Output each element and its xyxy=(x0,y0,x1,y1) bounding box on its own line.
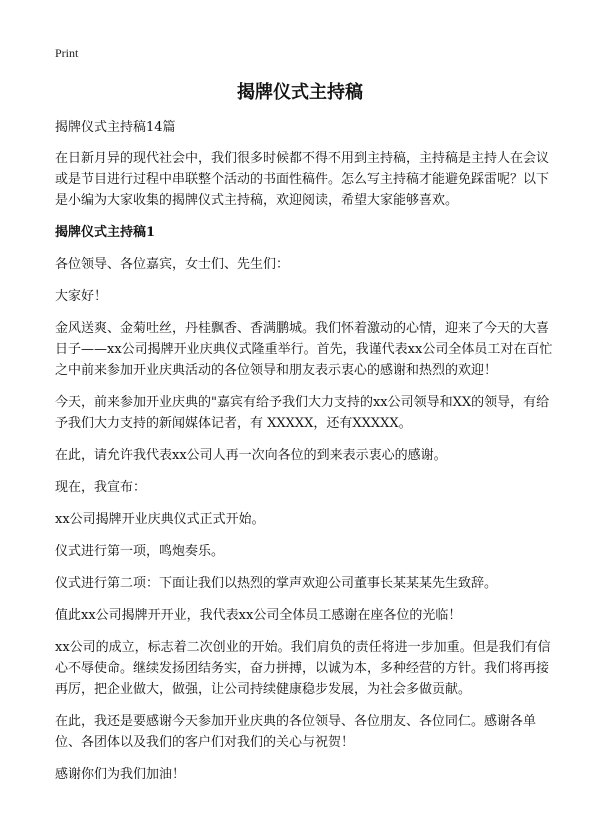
document-subtitle: 揭牌仪式主持稿14篇 xyxy=(55,120,176,135)
paragraph-opening: 值此xx公司揭牌开开业，我代表xx公司全体员工感谢在座各位的光临！ xyxy=(55,608,462,623)
paragraph-guests: 今天，前来参加开业庆典的"嘉宾有给予我们大力支持的xx公司领导和XX的领导，有给予我们大力支持的新闻媒体记者，有 XXXXX，还有XXXXX。 xyxy=(55,395,550,431)
paragraph-item-two: 仪式进行第二项：下面让我们以热烈的掌声欢迎公司董事长某某某先生致辞。 xyxy=(55,576,498,591)
paragraph-start: xx公司揭牌开业庆典仪式正式开始。 xyxy=(55,512,265,527)
paragraph-welcome: 金风送爽、金菊吐丝，丹桂飘香、香满鹏城。我们怀着激动的心情，迎来了今天的大喜日子——xx公司揭牌开业庆典仪式隆重举行。首先，我谨代表xx公司全体员工对在百忙之中前来参加开业庆典活动的各位领导和朋友表示衷心的感谢和热烈的欢迎！ xyxy=(55,321,553,378)
paragraph-gratitude: 在此，我还是要感谢今天参加开业庆典的各位领导、各位朋友、各位同仁。感谢各单位、各团体以及我们的客户们对我们的关心与祝贺！ xyxy=(55,714,537,750)
section-heading: 揭牌仪式主持稿1 xyxy=(55,225,156,240)
paragraph-hello: 大家好！ xyxy=(55,289,108,304)
paragraph-mission: xx公司的成立，标志着二次创业的开始。我们肩负的责任将进一步加重。但是我们有信心不辱使命。继续发扬团结务实，奋力拼搏，以诚为本，多种经营的方针。我们将再接再厉，把企业做大，做强，让公司持续健康稳步发展，为社会多做贡献。 xyxy=(55,640,551,697)
paragraph-announce: 现在，我宣布： xyxy=(55,480,147,495)
document-title: 揭牌仪式主持稿 xyxy=(237,82,363,103)
paragraph-greeting: 各位领导、各位嘉宾，女士们、先生们： xyxy=(55,257,290,272)
print-label: Print xyxy=(55,46,79,60)
paragraph-thanks: 在此，请允许我代表xx公司人再一次向各位的到来表示衷心的感谢。 xyxy=(55,448,447,463)
document-body xyxy=(55,117,555,796)
paragraph-item-one: 仪式进行第一项，鸣炮奏乐。 xyxy=(55,544,225,559)
paragraph-closing: 感谢你们为我们加油！ xyxy=(55,767,186,782)
intro-paragraph: 在日新月异的现代社会中，我们很多时候都不得不用到主持稿，主持稿是主持人在会议或是节目进行过程中串联整个活动的书面性稿件。怎么写主持稿才能避免踩雷呢？以下是小编为大家收集的揭牌仪式主持稿，欢迎阅读，希望大家能够喜欢。 xyxy=(55,151,550,208)
